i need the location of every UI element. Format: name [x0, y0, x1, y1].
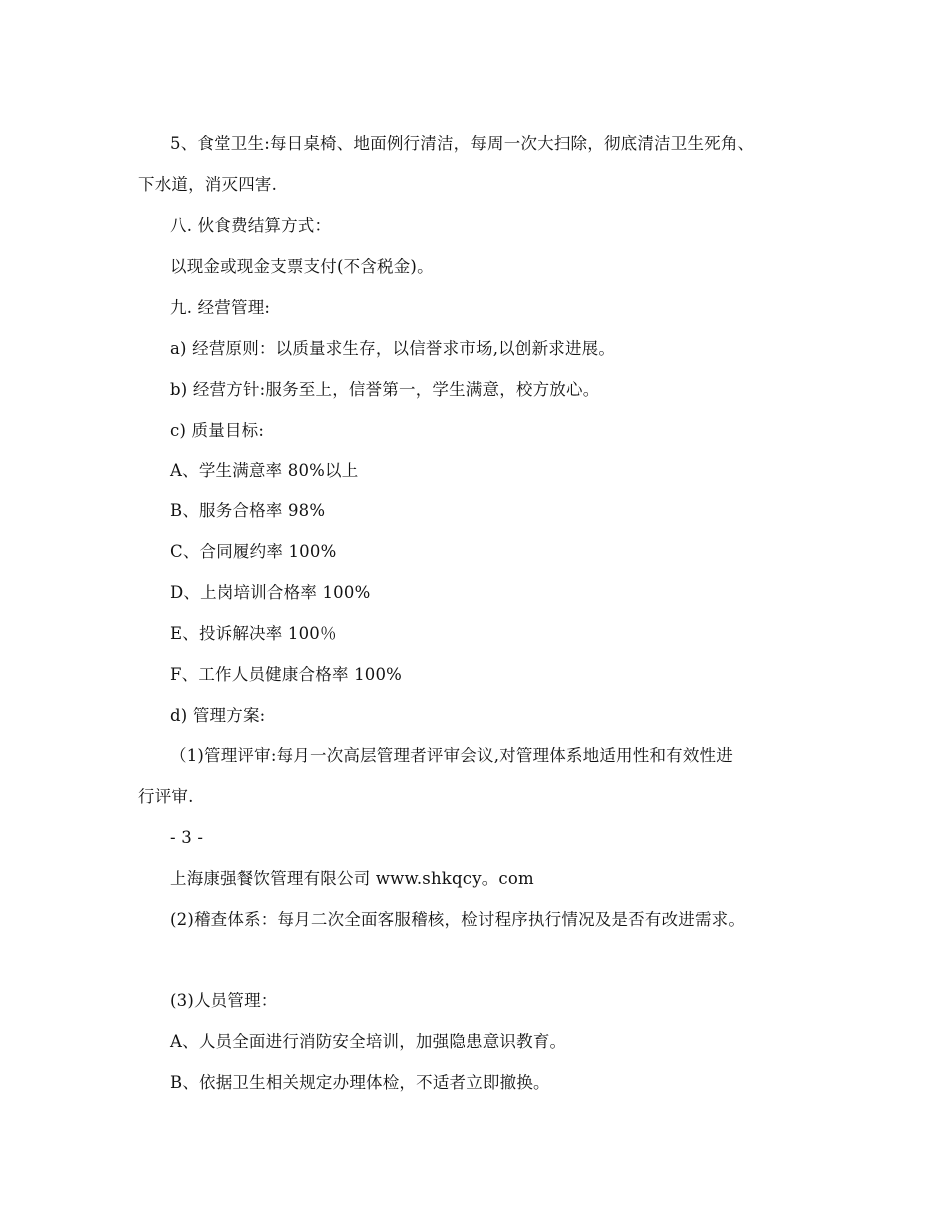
list-item-quality-goals: c) 质量目标:: [170, 421, 265, 440]
goal-item-b: B、服务合格率 98%: [170, 501, 326, 520]
goal-item-e: E、投诉解决率 100％: [170, 624, 337, 643]
personnel-item-b: B、依据卫生相关规定办理体检，不适者立即撤换。: [170, 1073, 550, 1092]
goal-item-d: D、上岗培训合格率 100%: [170, 583, 371, 602]
text-line-canteen-hygiene: 5、食堂卫生:每日桌椅、地面例行清洁，每周一次大扫除，彻底清洁卫生死角、: [170, 134, 755, 153]
text-line-management-review-cont: 行评审.: [138, 787, 194, 806]
page-number: - 3 -: [170, 828, 204, 847]
goal-item-a: A、学生满意率 80%以上: [170, 461, 359, 480]
text-line-management-review: （1)管理评审:每月一次高层管理者评审会议,对管理体系地适用性和有效性进: [170, 746, 733, 765]
goal-item-f: F、工作人员健康合格率 100%: [170, 665, 403, 684]
list-item-principle: a) 经营原则：以质量求生存，以信誉求市场,以创新求进展。: [170, 339, 616, 358]
list-item-management-plan: d) 管理方案:: [170, 706, 266, 725]
personnel-item-a: A、人员全面进行消防安全培训，加强隐患意识教育。: [170, 1032, 567, 1051]
goal-item-c: C、合同履约率 100%: [170, 542, 337, 561]
company-footer: 上海康强餐饮管理有限公司 www.shkqcy。com: [170, 869, 534, 888]
section-heading-8: 八. 伙食费结算方式：: [170, 216, 332, 235]
text-line-payment: 以现金或现金支票支付(不含税金)。: [170, 257, 434, 276]
text-line-audit-system: (2)稽查体系：每月二次全面客服稽核，检讨程序执行情况及是否有改进需求。: [170, 910, 746, 929]
text-line-personnel-heading: (3)人员管理：: [170, 991, 278, 1010]
list-item-policy: b) 经营方针:服务至上，信誉第一，学生满意，校方放心。: [170, 380, 600, 399]
section-heading-9: 九. 经营管理:: [170, 298, 271, 317]
text-line-canteen-hygiene-cont: 下水道，消灭四害.: [138, 175, 278, 194]
